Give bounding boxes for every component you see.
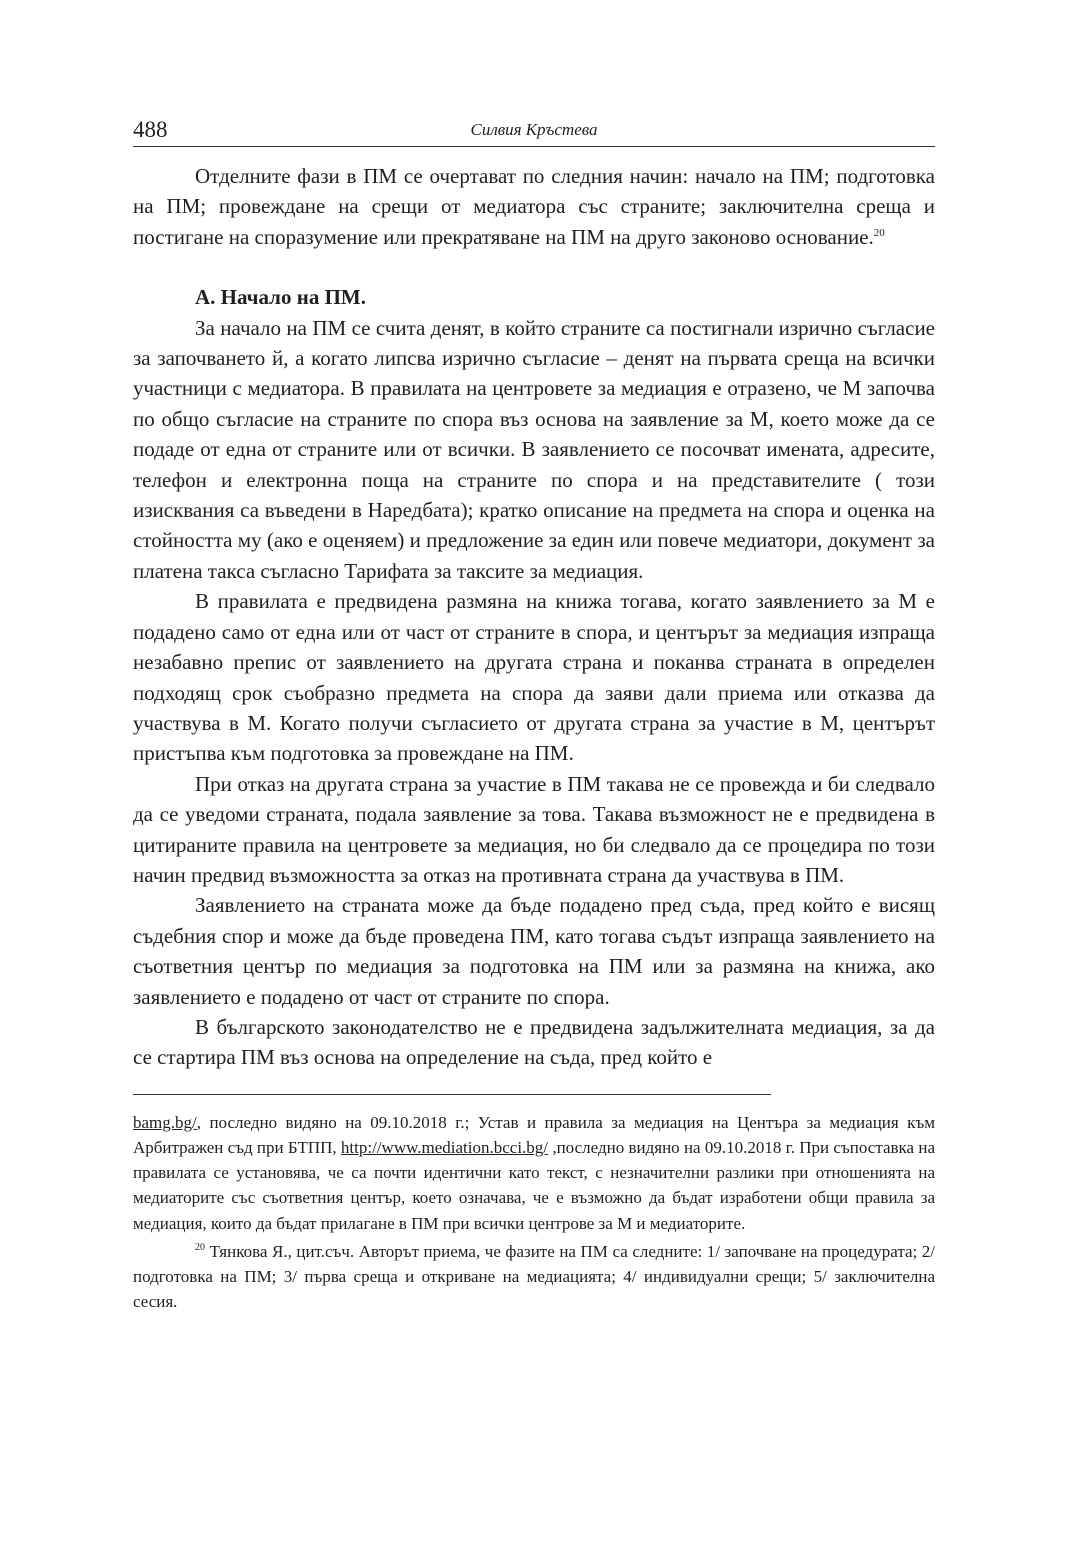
section-heading: А. Начало на ПМ. [195, 285, 366, 310]
footnotes [133, 1110, 935, 1315]
footnote-link-bcci[interactable]: http://www.mediation.bcci.bg/ [340, 1137, 549, 1157]
footnote-20 [133, 1239, 935, 1315]
footnote-20-text: Тянкова Я., цит.съч. Авторът приема, че фазите на ПМ са следните: 1/ започване на процедурата; 2/ подготовка на ПМ; 3/ първа среща и откриване на медиацията; 4/ индивидуални срещи; 5/ заключителна сесия. [133, 1241, 935, 1312]
main-text [133, 161, 935, 1073]
footnote-continuation-text-2: ,последно видяно на 09.10.2018 г. При съпоставка на правилата се установява, че са почти идентични като текст, с незначителни разлики при отношенията на медиаторите със съответния център, което означава, че е възможно да бъдат изработени общи правила за медиация, които да бъдат прилагане в ПМ при всички центрове за М и медиаторите. [133, 1137, 936, 1233]
paragraph-phases [133, 161, 935, 252]
paragraph-phases-text: Отделните фази в ПМ се очертават по следния начин: начало на ПМ; подготовка на ПМ; провеждане на срещи от медиатора със страните; заключителна среща и постигане на споразумение или прекратяване на ПМ на друго законово основание. [133, 164, 935, 249]
running-head [133, 112, 935, 147]
footnote-continuation [133, 1110, 935, 1236]
footnote-ref-20: 20 [873, 226, 885, 239]
paragraph-start: За начало на ПМ се счита денят, в който страните са постигнали изрично съгласие за започването й, а когато липсва изрично съгласие – денят на първата среща на всички участници с медиатора. В правилата на центровете за медиация е отразено, че М започва по общо съгласие на страните по спора въз основа на заявление за М, което може да се подаде от една от страните или от всички. В заявлението се посочват имената, адресите, телефон и електронна поща на страните по спора и на представителите ( този изисквания са въведени в Наредбата); кратко описание на предмета на спора и оценка на стойността му (ако е оценяем) и предложение за един или повече медиатори, документ за платена такса съгласно Тарифата за таксите за медиация. [133, 315, 935, 583]
paragraph-refusal: При отказ на другата страна за участие в ПМ такава не се провежда и би следвало да се уведоми страната, подала заявление за това. Такава възможност не е предвидена в цитираните правила на центровете за медиация, но би следвало да се процедира по този начин предвид възможността за отказ на противната страна да участвува в ПМ. [133, 771, 935, 887]
paragraph-court: Заявлението на страната може да бъде подадено пред съда, пред който е висящ съдебния спор и може да бъде проведена ПМ, като тогава съдът изпраща заявлението на съответния център по медиация за подготовка на ПМ или за размяна на книжа, ако заявлението е подадено от част от страните по спора. [133, 893, 935, 1009]
paragraph-legislation: В българското законодателство не е предвидена задължителната медиация, за да се стартира ПМ въз основа на определение на съда, пред който е [133, 1014, 935, 1070]
running-title: Силвия Кръстева [470, 120, 598, 139]
page-number: 488 [133, 117, 168, 142]
footnote-20-number: 20 [195, 1241, 205, 1253]
paragraph-exchange: В правилата е предвидена размяна на книжа тогава, когато заявлението за М е подадено само от една или от част от страните в спора, и центърът за медиация изпраща незабавно препис от заявлението на другата страна и поканва страната в определен подходящ срок съобразно предмета на спора да заяви дали приема или отказва да участвува в М. Когато получи съгласието от другата страна за участие в М, центърът пристъпва към подготовка за провеждане на ПМ. [133, 589, 935, 766]
book-page [133, 112, 935, 1317]
footnote-link-bamg[interactable]: bamg.bg/ [133, 1112, 197, 1132]
footnote-continuation-text-1: , последно видяно на 09.10.2018 г.; Устав и правила за медиация на Центъра за медиация към Арбитражен съд при БТПП, [133, 1112, 935, 1157]
footnote-divider [133, 1094, 771, 1095]
